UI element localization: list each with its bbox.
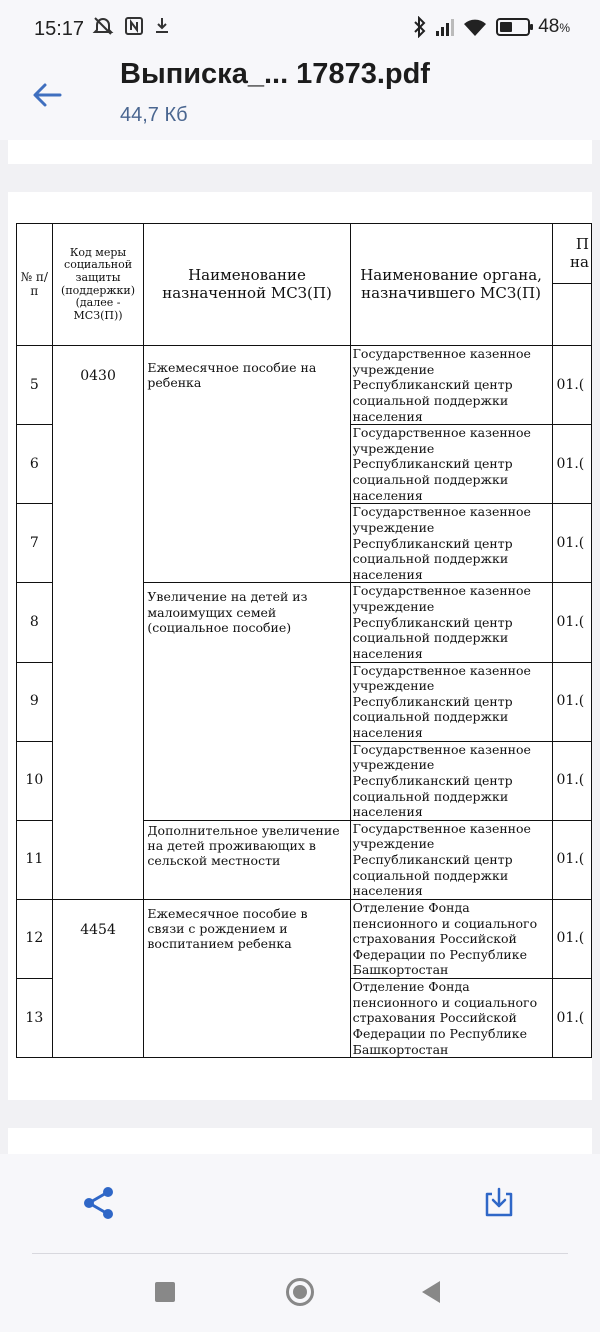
home-icon[interactable] <box>286 1278 314 1306</box>
org-name: Отделение Фонда пенсионного и социального страхования Российской Федерации по Республике Башкортостан <box>350 979 552 1058</box>
signal-icon <box>436 18 454 36</box>
previous-page-edge <box>8 140 592 164</box>
status-right <box>412 16 570 38</box>
org-name: Государственное казенное учреждение Республиканский центр социальной поддержки населения <box>350 820 552 899</box>
back-arrow-icon[interactable] <box>30 78 64 112</box>
header-cut-sub <box>552 284 592 346</box>
date-cell: 01.( <box>552 662 592 741</box>
support-name: Ежемесячное пособие в связи с рождением и воспитанием ребенка <box>144 899 350 1057</box>
date-cell: 01.( <box>552 979 592 1058</box>
system-back-icon[interactable] <box>422 1281 440 1303</box>
code-cell: 0430 <box>52 346 144 900</box>
recent-apps-icon[interactable] <box>155 1282 175 1302</box>
next-page-edge <box>8 1128 592 1154</box>
header-org: Наименование органа, назначившего МСЗ(П) <box>350 224 552 346</box>
header-cut: П на <box>552 224 592 284</box>
date-cell: 01.( <box>552 346 592 425</box>
date-cell: 01.( <box>552 425 592 504</box>
row-num: 8 <box>17 583 53 662</box>
support-name: Дополнительное увеличение на детей проживающих в сельской местности <box>144 820 350 899</box>
org-name: Государственное казенное учреждение Республиканский центр социальной поддержки населения <box>350 662 552 741</box>
date-cell: 01.( <box>552 583 592 662</box>
date-cell: 01.( <box>552 504 592 583</box>
share-icon[interactable] <box>80 1184 118 1222</box>
row-num: 9 <box>17 662 53 741</box>
pdf-page[interactable] <box>8 192 592 1100</box>
battery-icon <box>496 18 530 36</box>
wifi-icon <box>462 17 488 37</box>
system-nav-bar <box>0 1254 600 1332</box>
row-num: 5 <box>17 346 53 425</box>
battery-percent: 48% <box>538 16 570 37</box>
bottom-action-bar <box>0 1154 600 1254</box>
mute-icon <box>92 16 114 36</box>
date-cell: 01.( <box>552 899 592 978</box>
org-name: Государственное казенное учреждение Республиканский центр социальной поддержки населения <box>350 583 552 662</box>
support-name: Увеличение на детей из малоимущих семей (социальное пособие) <box>144 583 350 820</box>
org-name: Государственное казенное учреждение Республиканский центр социальной поддержки населения <box>350 504 552 583</box>
status-bar <box>0 0 600 58</box>
org-name: Отделение Фонда пенсионного и социального страхования Российской Федерации по Республике Башкортостан <box>350 899 552 978</box>
row-num: 13 <box>17 979 53 1058</box>
org-name: Государственное казенное учреждение Республиканский центр социальной поддержки населения <box>350 425 552 504</box>
table-row <box>17 346 592 425</box>
nfc-icon <box>124 16 144 36</box>
file-title: Выписка_... 17873.pdf <box>120 58 430 90</box>
row-num: 12 <box>17 899 53 978</box>
org-name: Государственное казенное учреждение Республиканский центр социальной поддержки населения <box>350 346 552 425</box>
download-status-icon <box>153 16 171 36</box>
status-time: 15:17 <box>34 18 85 40</box>
header-num: № п/п <box>17 224 53 346</box>
row-num: 6 <box>17 425 53 504</box>
header-code: Код меры социальной защиты (поддержки) (далее - МСЗ(П)) <box>52 224 144 346</box>
file-size: 44,7 Кб <box>120 104 188 126</box>
app-header <box>0 58 600 140</box>
org-name: Государственное казенное учреждение Республиканский центр социальной поддержки населения <box>350 741 552 820</box>
table-row <box>17 899 592 978</box>
social-support-table <box>16 223 592 1058</box>
row-num: 10 <box>17 741 53 820</box>
row-num: 11 <box>17 820 53 899</box>
header-name: Наименование назначенной МСЗ(П) <box>144 224 350 346</box>
bluetooth-icon <box>412 16 428 38</box>
date-cell: 01.( <box>552 741 592 820</box>
row-num: 7 <box>17 504 53 583</box>
code-cell: 4454 <box>52 899 144 1057</box>
support-name: Ежемесячное пособие на ребенка <box>144 346 350 583</box>
download-icon[interactable] <box>482 1186 516 1220</box>
notification-icons <box>92 16 171 39</box>
date-cell: 01.( <box>552 820 592 899</box>
